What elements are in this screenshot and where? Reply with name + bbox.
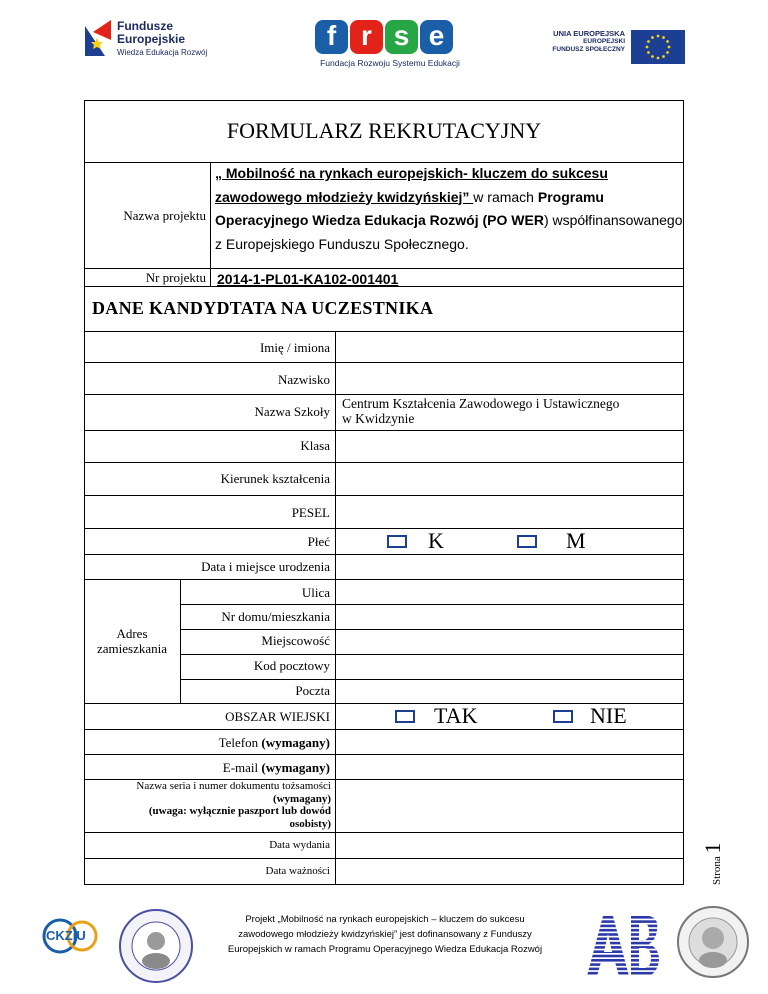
sex-m-checkbox[interactable]	[517, 535, 537, 548]
postal-code-label: Kod pocztowy	[253, 658, 330, 673]
eu-line2: EUROPEJSKI	[583, 38, 625, 45]
sex-k-checkbox[interactable]	[387, 535, 407, 548]
eu-line3: FUNDUSZ SPOŁECZNY	[552, 46, 625, 53]
address-label: Adres zamieszkania	[96, 626, 167, 656]
form-title: FORMULARZ REKRUTACYJNY	[226, 118, 542, 143]
project-name-text: „ Mobilność na rynkach europejskich- kluczem do sukcesu zawodowego młodzieży kwidzyńskiej” w ramach Programu Operacyjnego Wiedza Edukacja Rozwój (PO WER) współfinansowanego z Europejskiego Funduszu Społecznego.	[215, 165, 683, 252]
rural-label: OBSZAR WIEJSKI	[225, 709, 330, 724]
page-marker: Strona 1	[700, 842, 725, 885]
issue-date-label: Data wydania	[269, 839, 330, 851]
seal-icon	[117, 907, 195, 985]
rural-no-label: NIE	[590, 703, 627, 728]
sex-m-label: M	[566, 528, 586, 553]
direction-label: Kierunek kształcenia	[220, 471, 330, 486]
sex-k-label: K	[428, 528, 444, 553]
first-name-label: Imię / imiona	[259, 340, 330, 355]
frse-logo	[315, 20, 465, 72]
footer-text: Projekt „Mobilność na rynkach europejskich – kluczem do sukcesu zawodowego młodzieży kwidzyńskiej” jest dofinansowany z Funduszy Europejskich w ramach Programu Operacyjnego Wiedza Edukacja Rozwój	[227, 914, 543, 955]
pesel-label: PESEL	[291, 505, 330, 520]
frse-subtitle: Fundacja Rozwoju Systemu Edukacji	[320, 58, 460, 68]
id-doc-label: Nazwa seria i numer dokumentu tożsamości (wymagany) (uwaga: wyłącznie paszport lub dowód osobisty)	[136, 780, 331, 830]
ab-logo-icon	[583, 912, 661, 980]
expiry-date-field[interactable]	[336, 859, 683, 884]
last-name-label: Nazwisko	[278, 372, 330, 387]
class-field[interactable]	[336, 431, 683, 462]
eu-logo	[545, 30, 685, 66]
rural-yes-checkbox[interactable]	[395, 710, 415, 723]
expiry-date-label: Data ważności	[265, 865, 330, 877]
birth-field[interactable]	[336, 555, 683, 579]
eu-line1: UNIA EUROPEJSKA	[553, 29, 625, 38]
fe-logo-line3: Wiedza Edukacja Rozwój	[117, 48, 208, 57]
section-title: DANE KANDYDTATA NA UCZESTNIKA	[92, 298, 434, 318]
frse-letter-e: e	[420, 20, 453, 54]
rural-yes-label: TAK	[434, 703, 478, 728]
fe-logo-line1: Fundusze	[117, 19, 173, 33]
fundusze-europejskie-logo	[85, 18, 215, 66]
fe-logo-line2: Europejskie	[117, 32, 186, 46]
street-label: Ulica	[301, 585, 330, 600]
ckziu-logo: CKZiU	[40, 912, 108, 962]
first-name-field[interactable]	[336, 332, 683, 362]
school-seal-logo	[117, 907, 195, 985]
rural-no-checkbox[interactable]	[553, 710, 573, 723]
direction-field[interactable]	[336, 463, 683, 495]
issue-date-field[interactable]	[336, 833, 683, 858]
post-label: Poczta	[295, 683, 330, 698]
frse-letter-s: s	[385, 20, 418, 54]
email-field[interactable]	[336, 755, 683, 779]
project-number-label: Nr projektu	[145, 270, 206, 285]
school-name-label: Nazwa Szkoły	[254, 404, 330, 419]
school-name-value: Centrum Kształcenia Zawodowego i Ustawicznego w Kwidzynie	[342, 396, 620, 426]
house-no-field[interactable]	[336, 605, 683, 629]
email-label: E-mail (wymagany)	[222, 760, 330, 775]
project-name-label: Nazwa projektu	[123, 208, 206, 223]
thaer-school-logo	[676, 905, 750, 979]
project-number: 2014-1-PL01-KA102-001401	[217, 271, 399, 287]
city-label: Miejscowość	[261, 633, 330, 648]
house-no-label: Nr domu/mieszkania	[221, 609, 330, 624]
pesel-field[interactable]	[336, 496, 683, 528]
thaer-seal-icon	[676, 905, 750, 979]
last-name-field[interactable]	[336, 363, 683, 394]
fe-star-icon	[85, 20, 111, 56]
frse-letter-r: r	[350, 20, 383, 54]
eu-flag-icon	[631, 30, 685, 64]
sex-label: Płeć	[307, 534, 330, 549]
phone-label: Telefon (wymagany)	[218, 735, 330, 750]
id-doc-field[interactable]	[336, 780, 683, 832]
ab-logo	[583, 912, 661, 980]
phone-field[interactable]	[336, 730, 683, 754]
birth-label: Data i miejsce urodzenia	[201, 559, 330, 574]
frse-letter-f: f	[315, 20, 348, 54]
postal-code-field[interactable]	[336, 655, 683, 679]
class-label: Klasa	[300, 438, 330, 453]
street-field[interactable]	[336, 580, 683, 604]
city-field[interactable]	[336, 630, 683, 654]
post-field[interactable]	[336, 680, 683, 703]
